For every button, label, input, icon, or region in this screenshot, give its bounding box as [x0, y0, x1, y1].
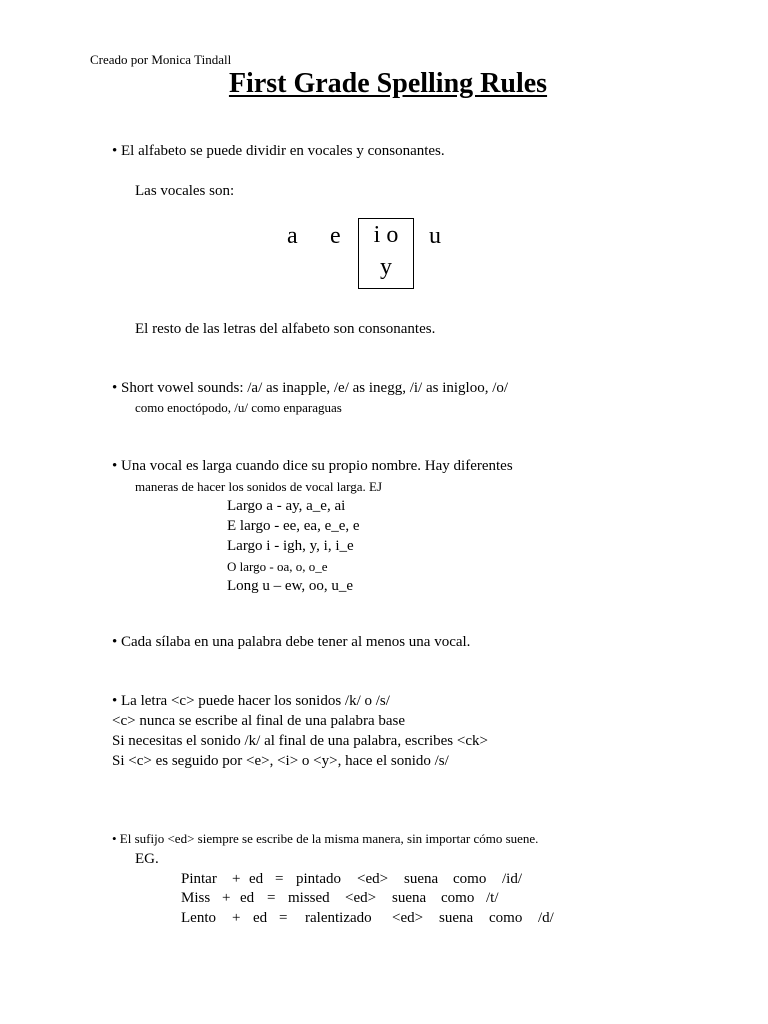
short-vowels-line-2: como enoctópodo, /u/ como enparaguas [135, 400, 342, 415]
long-vowel-item: E largo - ee, ea, e_e, e [227, 518, 360, 534]
letter-c-line: Si <c> es seguido por <e>, <i> o <y>, hace el sonido /s/ [112, 753, 449, 769]
long-vowel-item: Long u – ew, oo, u_e [227, 578, 354, 594]
short-vowels-line-1: • Short vowel sounds: /a/ as inapple, /e/ as inegg, /i/ as inigloo, /o/ [112, 380, 509, 396]
example-suffix: ed [240, 890, 255, 906]
vowel-e: e [330, 223, 341, 249]
page-title: First Grade Spelling Rules [228, 68, 548, 99]
letter-c-line: • La letra <c> puede hacer los sonidos /k/ o /s/ [112, 693, 390, 709]
example-result: ralentizado [305, 910, 372, 926]
example-like: como [453, 871, 487, 887]
long-vowel-item: Largo i - igh, y, i, i_e [227, 538, 354, 554]
vowel-i-o: i o [373, 222, 399, 248]
example-ed-tag: <ed> [392, 910, 424, 926]
example-label: EG. [135, 851, 159, 867]
vowels-intro: Las vocales son: [135, 183, 235, 199]
ed-example-row [0, 890, 768, 910]
ed-example-row [0, 910, 768, 930]
example-sound: /d/ [538, 910, 554, 926]
letter-c-line: <c> nunca se escribe al final de una palabra base [112, 713, 406, 729]
example-plus: + [232, 871, 241, 887]
example-result: missed [288, 890, 330, 906]
example-word: Miss [181, 890, 211, 906]
example-plus: + [232, 910, 241, 926]
vowel-u: u [429, 223, 441, 249]
example-plus: + [222, 890, 231, 906]
vowel-y: y [380, 254, 392, 280]
example-equals: = [267, 890, 276, 906]
example-sounds: suena [392, 890, 427, 906]
ed-example-row [0, 871, 768, 891]
example-word: Lento [181, 910, 216, 926]
vowels-bullet: • El alfabeto se puede dividir en vocales y consonantes. [112, 143, 445, 159]
example-equals: = [275, 871, 284, 887]
example-like: como [441, 890, 475, 906]
example-ed-tag: <ed> [345, 890, 377, 906]
long-vowel-item: Largo a - ay, a_e, ai [227, 498, 346, 514]
example-suffix: ed [249, 871, 264, 887]
example-like: como [489, 910, 523, 926]
author-credit: Creado por Monica Tindall [90, 52, 232, 67]
consonants-note: El resto de las letras del alfabeto son consonantes. [135, 321, 436, 337]
syllable-rule: • Cada sílaba en una palabra debe tener al menos una vocal. [112, 634, 471, 650]
example-result: pintado [296, 871, 341, 887]
long-vowel-item: O largo - oa, o, o_e [227, 559, 328, 574]
vowel-a: a [287, 223, 298, 249]
example-ed-tag: <ed> [357, 871, 389, 887]
long-vowels-line-1: • Una vocal es larga cuando dice su propio nombre. Hay diferentes [112, 458, 513, 474]
example-equals: = [279, 910, 288, 926]
suffix-ed-rule: • El sufijo <ed> siempre se escribe de la misma manera, sin importar cómo suene. [112, 831, 539, 846]
example-word: Pintar [181, 871, 217, 887]
example-sounds: suena [404, 871, 439, 887]
boxed-vowels [358, 218, 414, 289]
example-sound: /t/ [486, 890, 499, 906]
example-sounds: suena [439, 910, 474, 926]
example-suffix: ed [253, 910, 268, 926]
example-sound: /id/ [502, 871, 523, 887]
letter-c-line: Si necesitas el sonido /k/ al final de una palabra, escribes <ck> [112, 733, 488, 749]
long-vowels-line-2: maneras de hacer los sonidos de vocal larga. EJ [135, 479, 383, 494]
